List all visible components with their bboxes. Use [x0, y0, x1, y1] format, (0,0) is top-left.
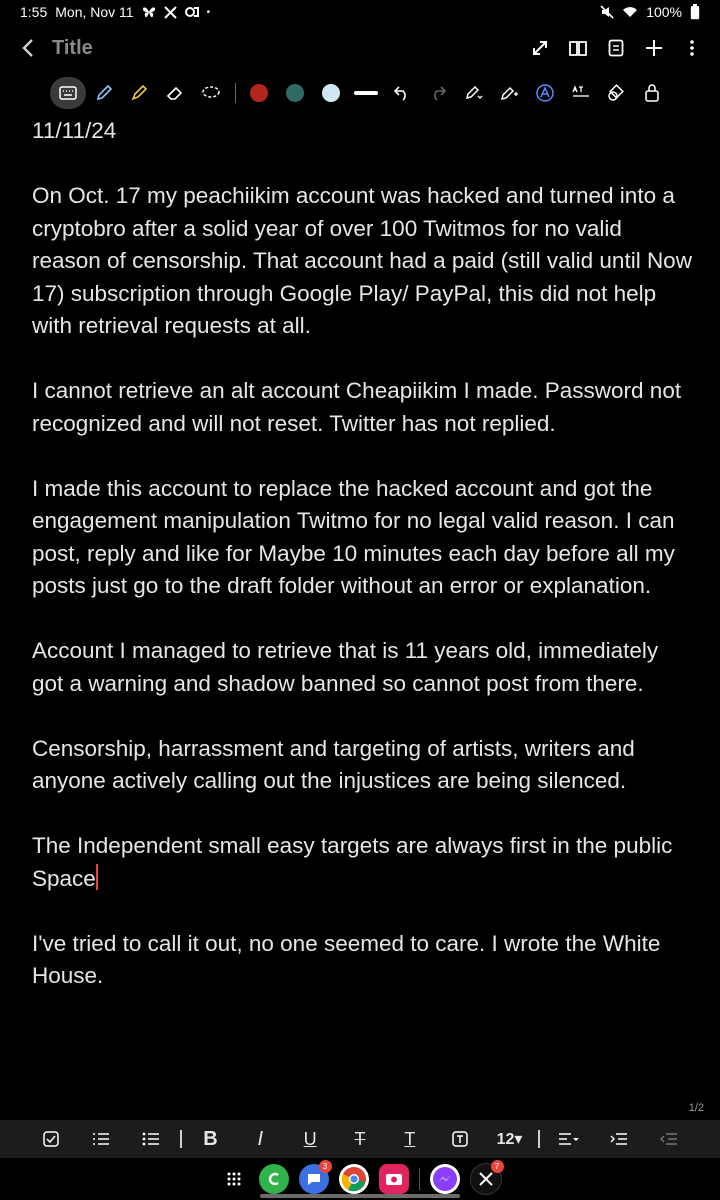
- cashapp-like-app-icon[interactable]: [259, 1164, 289, 1194]
- bold-button[interactable]: B: [203, 1127, 218, 1150]
- back-arrow-icon[interactable]: [14, 34, 42, 62]
- dock-divider: [419, 1168, 420, 1190]
- underline-button[interactable]: U: [303, 1128, 317, 1149]
- format-divider: [538, 1130, 540, 1148]
- indent-icon[interactable]: [594, 1123, 644, 1155]
- paragraph-6: [32, 830, 692, 895]
- x-app-icon[interactable]: [470, 1163, 502, 1195]
- stroke-width-icon[interactable]: [349, 77, 385, 109]
- drawing-toolbar: [0, 72, 720, 114]
- page-layout-icon[interactable]: [602, 34, 630, 62]
- italic-button[interactable]: I: [257, 1127, 264, 1150]
- text-color-button[interactable]: T: [404, 1128, 416, 1149]
- paragraph-2: I cannot retrieve an alt account Cheapiikim I made. Password not recognized and will not reset. Twitter has not replied.: [32, 378, 688, 436]
- color-teal-swatch[interactable]: [277, 77, 313, 109]
- strikethrough-button[interactable]: T: [354, 1128, 366, 1149]
- notification-dot: •: [206, 6, 211, 18]
- shape-pen-icon[interactable]: [491, 77, 527, 109]
- app-drawer-icon[interactable]: [219, 1164, 249, 1194]
- shapes-icon[interactable]: [599, 77, 635, 109]
- wifi-icon: [622, 6, 638, 18]
- handwriting-to-text-icon[interactable]: [456, 77, 492, 109]
- toolbar-divider: [235, 83, 236, 103]
- font-size-dropdown[interactable]: 12▾: [496, 1131, 523, 1148]
- outdent-icon[interactable]: [644, 1123, 694, 1155]
- text-style-icon[interactable]: [527, 77, 563, 109]
- camera-app-icon[interactable]: [379, 1164, 409, 1194]
- text-convert-icon[interactable]: [563, 77, 599, 109]
- add-page-icon[interactable]: [640, 34, 668, 62]
- status-bar: [0, 0, 720, 24]
- paragraph-1: On Oct. 17 my peachiikim account was hacked and turned into a cryptobro after a solid year of over 100 Twitmos for no valid reason of censorship. That account had a paid (still valid until Now 17) subscription through Google Play/ PayPal, this did not help with retrieval requests at all.: [32, 183, 699, 338]
- status-time: 1:55: [20, 4, 48, 20]
- paragraph-4: Account I managed to retrieve that is 11 years old, immediately got a warning and shadow banned so cannot post from there.: [32, 638, 665, 696]
- color-red-swatch[interactable]: [242, 77, 278, 109]
- butterfly-icon: [142, 6, 156, 18]
- text-cursor: [96, 864, 98, 890]
- paragraph-7: I've tried to call it out, no one seemed to care. I wrote the White House.: [32, 930, 667, 988]
- note-body[interactable]: [32, 115, 699, 1025]
- paragraph-6-text: The Independent small easy targets are always first in the public Space: [32, 833, 679, 891]
- home-indicator[interactable]: [260, 1194, 460, 1198]
- lasso-select-icon[interactable]: [193, 77, 229, 109]
- mute-icon: [600, 5, 614, 19]
- status-date: Mon, Nov 11: [55, 4, 134, 20]
- paragraph-3: I made this account to replace the hacked account and got the engagement manipulation Twitmo for no legal valid reason. I can post, reply and like for Maybe 10 minutes each day before all my posts just go to the draft folder without an error or explanation.: [32, 475, 682, 598]
- lock-pen-icon[interactable]: [634, 77, 670, 109]
- keyboard-icon[interactable]: [50, 77, 86, 109]
- messages-badge: 3: [319, 1160, 332, 1173]
- format-divider: [180, 1130, 182, 1148]
- checkbox-list-icon[interactable]: [26, 1123, 76, 1155]
- formatting-toolbar: [0, 1120, 720, 1158]
- redo-icon[interactable]: [420, 77, 456, 109]
- paragraph-5: Censorship, harrassment and targeting of artists, writers and anyone actively calling out the injustices are being silenced.: [32, 735, 642, 793]
- undo-icon[interactable]: [384, 77, 420, 109]
- pen-icon[interactable]: [86, 77, 122, 109]
- align-dropdown-icon[interactable]: [544, 1123, 594, 1155]
- battery-icon: [690, 4, 700, 20]
- numbered-list-icon[interactable]: [76, 1123, 126, 1155]
- eraser-icon[interactable]: [157, 77, 193, 109]
- more-options-icon[interactable]: [678, 34, 706, 62]
- x-logo-icon: [164, 6, 177, 19]
- battery-percent: 100%: [646, 4, 682, 20]
- app-notification-icon: [185, 6, 199, 18]
- note-title[interactable]: Title: [52, 36, 93, 59]
- x-badge: 7: [491, 1160, 504, 1173]
- note-date: 11/11/24: [32, 118, 117, 143]
- bullet-list-icon[interactable]: [126, 1123, 176, 1155]
- page-indicator: 1/2: [688, 1102, 704, 1114]
- text-background-icon[interactable]: [435, 1123, 485, 1155]
- chrome-app-icon[interactable]: [339, 1164, 369, 1194]
- app-bar: [0, 24, 720, 72]
- messages-app-icon[interactable]: [299, 1164, 329, 1194]
- highlighter-icon[interactable]: [121, 77, 157, 109]
- messenger-app-icon[interactable]: [430, 1164, 460, 1194]
- fullscreen-icon[interactable]: [526, 34, 554, 62]
- color-lightblue-swatch[interactable]: [313, 77, 349, 109]
- book-view-icon[interactable]: [564, 34, 592, 62]
